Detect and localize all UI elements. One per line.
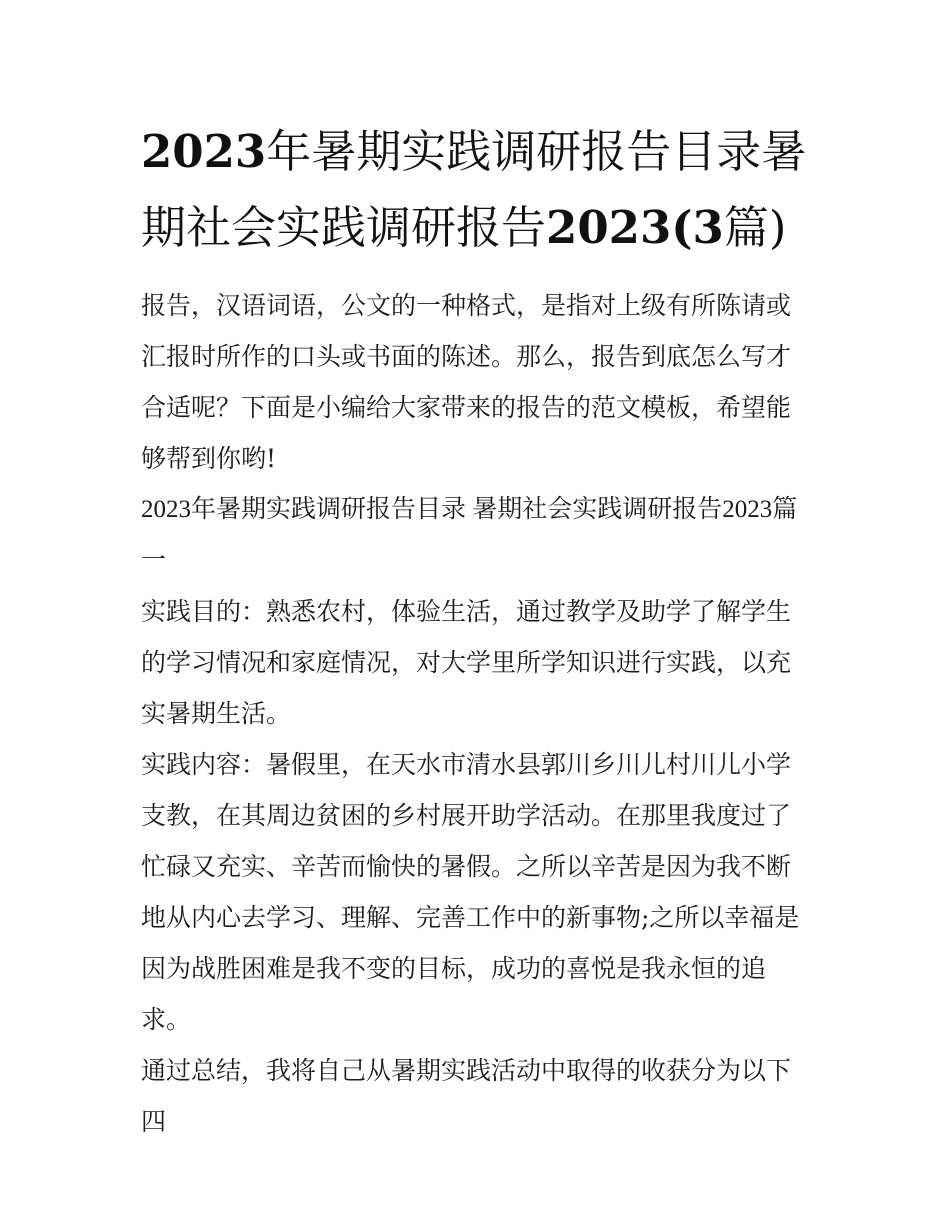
title-year: 2023 xyxy=(141,125,267,178)
document-body xyxy=(141,280,811,1147)
paragraph-summary: 通过总结，我将自己从暑期实践活动中取得的收获分为以下四 xyxy=(141,1056,792,1136)
document-content xyxy=(141,114,811,1147)
paragraph-intro: 报告，汉语词语，公文的一种格式，是指对上级有所陈请或汇报时所作的口头或书面的陈述。那么，报告到底怎么写才合适呢？下面是小编给大家带来的报告的范文模板，希望能够帮到你哟! xyxy=(141,291,792,473)
document-title xyxy=(141,114,811,266)
title-text: 年暑期实践调研报告目录暑期社会实践调研报告 xyxy=(141,125,807,254)
paragraph-content: 实践内容：暑假里，在天水市清水县郭川乡川儿村川儿小学支教，在其周边贫困的乡村展开助学活动。在那里我度过了忙碌又充实、辛苦而愉快的暑假。之所以辛苦是因为我不断地从内心去学习、理解、完善工作中的新事物;之所以幸福是因为战胜困难是我不变的目标，成功的喜悦是我永恒的追求。 xyxy=(141,750,800,1034)
title-year-count: 2023(3 xyxy=(546,201,724,254)
title-suffix: 篇) xyxy=(723,201,787,254)
section-heading: 2023年暑期实践调研报告目录 暑期社会实践调研报告2023篇一 xyxy=(141,496,798,574)
paragraph-purpose: 实践目的：熟悉农村，体验生活，通过教学及助学了解学生的学习情况和家庭情况，对大学里所学知识进行实践，以充实暑期生活。 xyxy=(141,597,792,728)
